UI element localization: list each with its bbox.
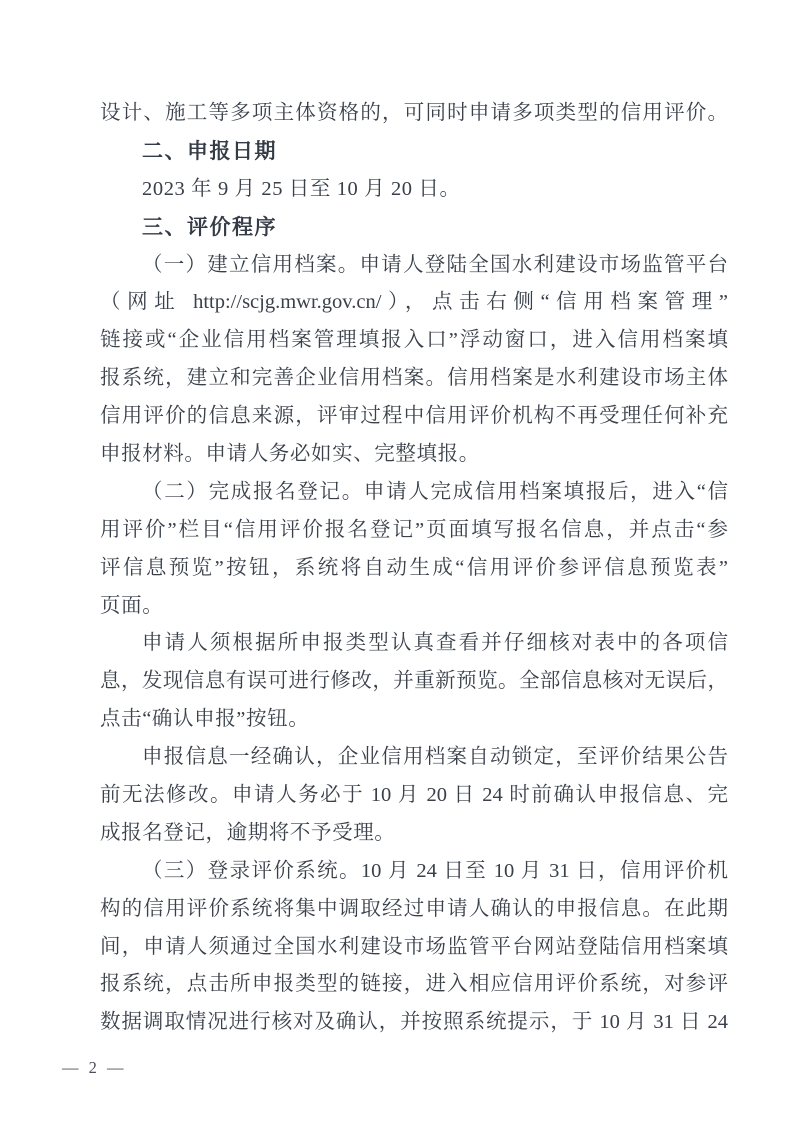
text-line: （一）建立信用档案。申请人登陆全国水利建设市场监管平台 [142,253,728,276]
text-line: 申报信息一经确认，企业信用档案自动锁定，至评价结果公告 [142,746,728,769]
text-line: 报系统，建立和完善企业信用档案。信用档案是水利建设市场主体 [100,367,728,390]
section-heading-evaluation-procedure: 三、评价程序 [142,215,277,239]
text-line: 成报名登记，逾期将不予受理。 [100,821,396,844]
text-line: 点击“确认申报”按钮。 [100,708,310,731]
text-line: 构的信用评价系统将集中调取经过申请人确认的申报信息。在此期 [100,897,728,920]
text-line: 间，申请人须通过全国水利建设市场监管平台网站登陆信用档案填 [100,935,728,958]
text-line: （三）登录评价系统。10 月 24 日至 10 月 31 日，信用评价机 [142,859,728,882]
document-body [100,95,728,1042]
text-line: 设计、施工等多项主体资格的，可同时申请多项类型的信用评价。 [100,102,728,124]
page-number: — 2 — [62,1058,127,1077]
text-line: 申请人须根据所申报类型认真查看并仔细核对表中的各项信 [142,632,728,655]
text-line: 用评价”栏目“信用评价报名登记”页面填写报名信息，并点击“参 [100,518,728,541]
text-line: 评信息预览”按钮，系统将自动生成“信用评价参评信息预览表” [100,556,728,579]
text-line: 信用评价的信息来源，评审过程中信用评价机构不再受理任何补充 [100,405,728,428]
text-line: 2023 年 9 月 25 日至 10 月 20 日。 [142,177,461,200]
text-line: （网址 http://scjg.mwr.gov.cn/），点击右侧“信用档案管理” [100,291,728,314]
text-line: 链接或“企业信用档案管理填报入口”浮动窗口，进入信用档案填 [100,329,728,352]
text-line: 息，发现信息有误可进行修改，并重新预览。全部信息核对无误后， [100,670,728,693]
text-line: 报系统，点击所申报类型的链接，进入相应信用评价系统，对参评 [100,973,728,996]
text-line: 申报材料。申请人务必如实、完整填报。 [100,443,480,466]
section-heading-application-date: 二、申报日期 [142,139,277,163]
text-line: 前无法修改。申请人务必于 10 月 20 日 24 时前确认申报信息、完 [100,784,728,807]
text-line: 数据调取情况进行核对及确认，并按照系统提示，于 10 月 31 日 24 [100,1011,728,1034]
text-line: （二）完成报名登记。申请人完成信用档案填报后，进入“信 [142,480,728,503]
text-line: 页面。 [100,594,164,617]
